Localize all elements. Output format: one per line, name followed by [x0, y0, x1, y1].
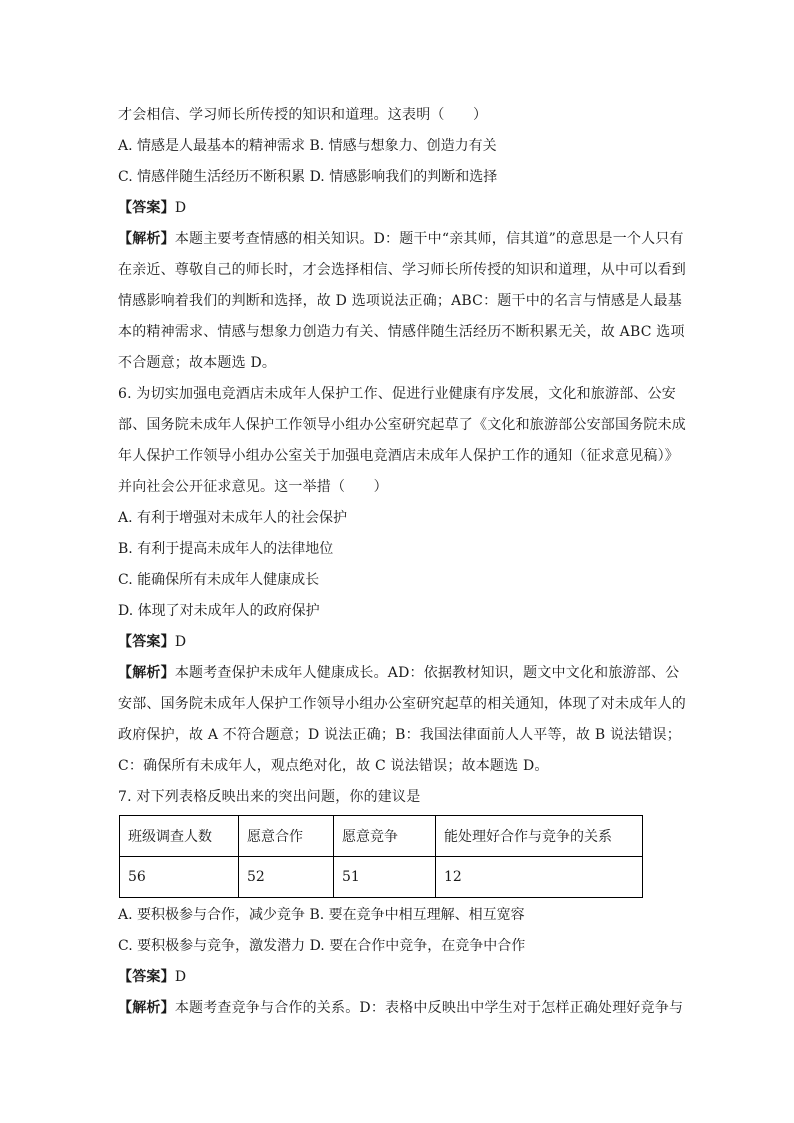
q6-stem [118, 379, 686, 503]
answer-value: D [174, 634, 187, 650]
stem-line: 6. 为切实加强电竞酒店未成年人保护工作、促进行业健康有序发展，文化和旅游部、公安 [118, 386, 677, 402]
table-header-row [120, 816, 643, 857]
table-header-cell: 班级调查人数 [120, 816, 239, 857]
q6-option-a: A. 有利于增强对未成年人的社会保护 [118, 510, 348, 526]
answer-label: 【答案】 [118, 634, 175, 650]
q5-options-line-2: C. 情感伴随生活经历不断积累 D. 情感影响我们的判断和选择 [118, 169, 498, 185]
analysis-label: 【解析】 [118, 665, 175, 681]
table-header-cell: 愿意竞争 [334, 816, 436, 857]
analysis-line: 政府保护，故 A 不符合题意；D 说法正确；B：我国法律面前人人平等，故 B 说法错误； [118, 727, 681, 743]
table-header-cell: 愿意合作 [239, 816, 334, 857]
q5-analysis [118, 224, 686, 379]
answer-label: 【答案】 [118, 969, 175, 985]
q6-analysis [118, 658, 686, 782]
analysis-line [118, 224, 684, 255]
q6-answer [118, 627, 680, 658]
q6-option-d: D. 体现了对未成年人的政府保护 [118, 603, 320, 619]
analysis-line: 不合题意；故本题选 D。 [118, 355, 277, 371]
q7-answer [118, 962, 680, 993]
answer-value: D [174, 969, 187, 985]
q5-answer [118, 193, 680, 224]
answer-label: 【答案】 [118, 200, 175, 216]
analysis-label: 【解析】 [118, 1000, 175, 1016]
analysis-text: 本题主要考查情感的相关知识。D：题干中“亲其师，信其道”的意思是一个人只有 [174, 231, 684, 247]
stem-line: 部、国务院未成年人保护工作领导小组办公室研究起草了《文化和旅游部公安部国务院未成 [118, 417, 686, 433]
survey-table [119, 815, 643, 898]
q7-options-line-2: C. 要积极参与竞争，激发潜力 D. 要在合作中竞争，在竞争中合作 [118, 938, 526, 954]
q5-stem-tail: 才会相信、学习师长所传授的知识和道理。这表明（ ） [118, 107, 488, 123]
table-cell: 52 [239, 857, 334, 898]
table-cell: 56 [120, 857, 239, 898]
analysis-line: 本的精神需求、情感与想象力创造力有关、情感伴随生活经历不断积累无关，故 ABC 选项 [118, 324, 685, 340]
analysis-line: 安部、国务院未成年人保护工作领导小组办公室研究起草的相关通知，体现了对未成年人的 [118, 696, 686, 712]
table-header-cell: 能处理好合作与竞争的关系 [436, 816, 643, 857]
table-cell: 51 [334, 857, 436, 898]
q7-stem: 7. 对下列表格反映出来的突出问题，你的建议是 [118, 789, 421, 805]
analysis-text: 本题考查竞争与合作的关系。D：表格中反映出中学生对于怎样正确处理好竞争与 [174, 1000, 684, 1016]
analysis-label: 【解析】 [118, 231, 175, 247]
q7-options-line-1: A. 要积极参与合作，减少竞争 B. 要在竞争中相互理解、相互宽容 [118, 907, 525, 923]
analysis-line: C：确保所有未成年人，观点绝对化，故 C 说法错误；故本题选 D。 [118, 758, 549, 774]
stem-line: 并向社会公开征求意见。这一举措（ ） [118, 479, 388, 495]
q7-analysis-line [118, 993, 684, 1024]
analysis-text: 本题考查保护未成年人健康成长。AD：依据教材知识，题文中文化和旅游部、公 [174, 665, 680, 681]
analysis-line: 在亲近、尊敬自己的师长时，才会选择相信、学习师长所传授的知识和道理，从中可以看到 [118, 262, 686, 278]
document-page [118, 100, 686, 1024]
analysis-line: 情感影响着我们的判断和选择，故 D 选项说法正确；ABC：题干中的名言与情感是人最基 [118, 293, 682, 309]
table-cell: 12 [436, 857, 643, 898]
q5-options-line-1: A. 情感是人最基本的精神需求 B. 情感与想象力、创造力有关 [118, 138, 497, 154]
analysis-line [118, 658, 680, 689]
answer-value: D [174, 200, 187, 216]
table-row [120, 857, 643, 898]
q6-option-b: B. 有利于提高未成年人的法律地位 [118, 541, 334, 557]
stem-line: 年人保护工作领导小组办公室关于加强电竞酒店未成年人保护工作的通知（征求意见稿）》 [118, 448, 679, 464]
q6-option-c: C. 能确保所有未成年人健康成长 [118, 572, 320, 588]
